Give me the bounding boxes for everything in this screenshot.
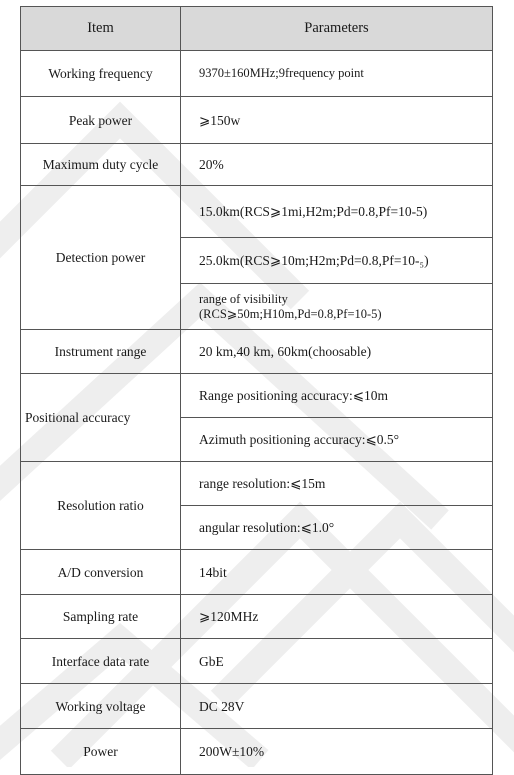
row-item-resolution-ratio: Resolution ratio: [21, 462, 181, 550]
row-param-sampling-rate: ⩾120MHz: [181, 595, 493, 639]
row-item-max-duty-cycle: Maximum duty cycle: [21, 144, 181, 186]
table-row: [21, 684, 493, 729]
row-item-working-voltage: Working voltage: [21, 684, 181, 729]
header-parameters: Parameters: [181, 7, 493, 51]
row-param-detection-1: 15.0km(RCS⩾1mi,H2m;Pd=0.8,Pf=10-5): [181, 186, 493, 238]
row-item-ad-conversion: A/D conversion: [21, 550, 181, 595]
table-row: [21, 595, 493, 639]
table-row: [21, 550, 493, 595]
row-param-working-voltage: DC 28V: [181, 684, 493, 729]
row-param-max-duty-cycle: 20%: [181, 144, 493, 186]
row-param-working-frequency: 9370±160MHz;9frequency point: [181, 51, 493, 97]
row-param-instrument-range: 20 km,40 km, 60km(choosable): [181, 330, 493, 374]
header-item: Item: [21, 7, 181, 51]
row-param-angular-resolution: angular resolution:⩽1.0°: [181, 506, 493, 550]
table-row: [21, 186, 493, 238]
table-row: [21, 374, 493, 418]
row-param-ad-conversion: 14bit: [181, 550, 493, 595]
table-row: [21, 144, 493, 186]
table-header-row: [21, 7, 493, 51]
table-row: [21, 462, 493, 506]
row-item-instrument-range: Instrument range: [21, 330, 181, 374]
row-item-power: Power: [21, 729, 181, 775]
table-row: [21, 97, 493, 144]
row-item-positional-accuracy: Positional accuracy: [21, 374, 181, 462]
row-item-interface-data-rate: Interface data rate: [21, 639, 181, 684]
row-param-interface-data-rate: GbE: [181, 639, 493, 684]
spec-table: [20, 6, 493, 775]
table-row: [21, 51, 493, 97]
row-param-power: 200W±10%: [181, 729, 493, 775]
row-param-range-accuracy: Range positioning accuracy:⩽10m: [181, 374, 493, 418]
row-item-detection-power: Detection power: [21, 186, 181, 330]
row-item-sampling-rate: Sampling rate: [21, 595, 181, 639]
table-row: [21, 729, 493, 775]
table-row: [21, 330, 493, 374]
row-param-detection-3: [181, 284, 493, 330]
table-row: [21, 639, 493, 684]
row-item-peak-power: Peak power: [21, 97, 181, 144]
row-param-detection-2: 25.0km(RCS⩾10m;H2m;Pd=0.8,Pf=10-₅): [181, 238, 493, 284]
detection-visibility-line1: range of visibility: [199, 291, 288, 306]
row-param-azimuth-accuracy: Azimuth positioning accuracy:⩽0.5°: [181, 418, 493, 462]
row-param-peak-power: ⩾150w: [181, 97, 493, 144]
detection-visibility-line2: (RCS⩾50m;H10m,Pd=0.8,Pf=10-5): [199, 306, 382, 321]
row-item-working-frequency: Working frequency: [21, 51, 181, 97]
row-param-range-resolution: range resolution:⩽15m: [181, 462, 493, 506]
